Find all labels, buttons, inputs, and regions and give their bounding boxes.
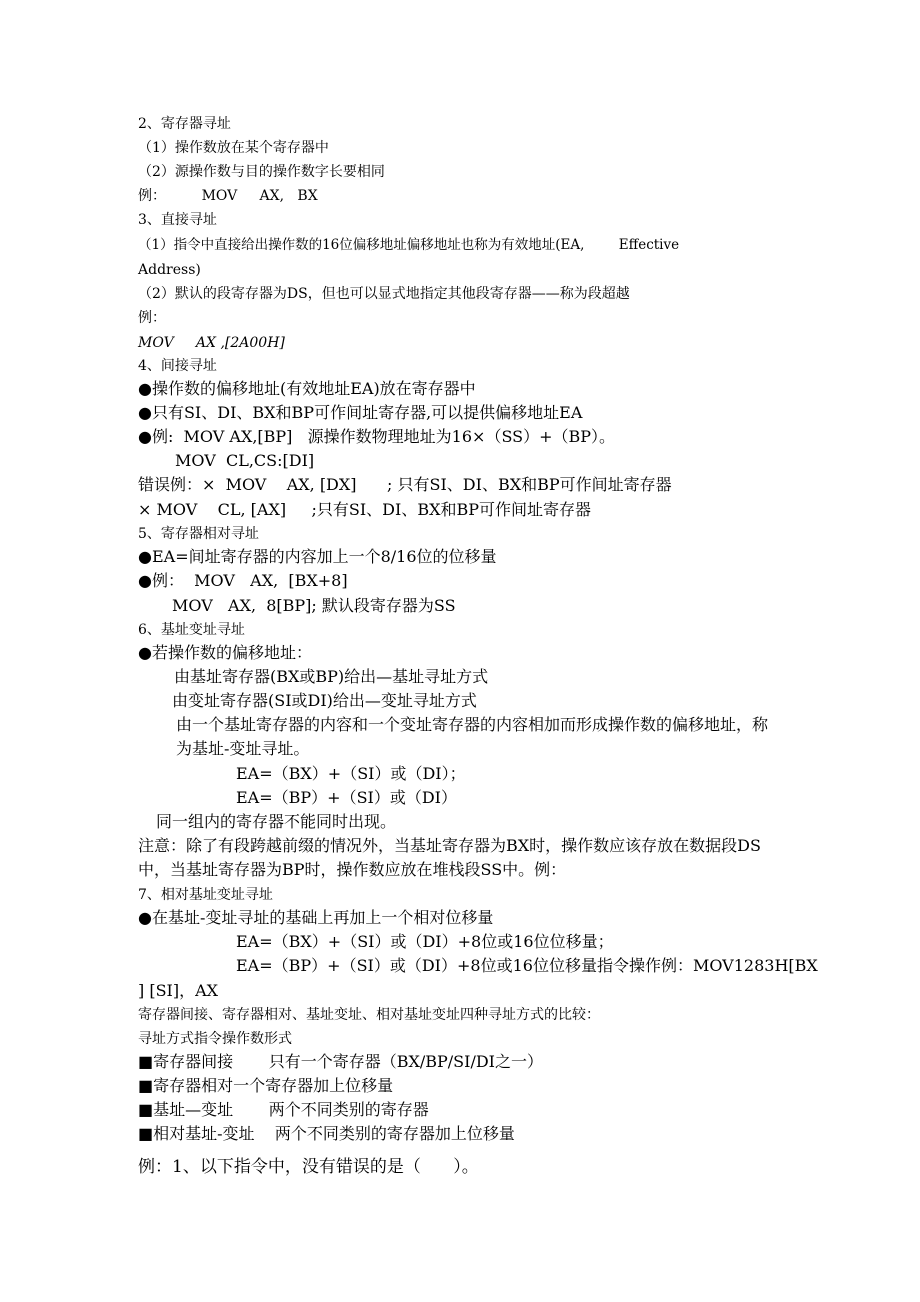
formula-line: EA=（BP）+（SI）或（DI）+8位或16位位移量指令操作例：MOV1283H[BX <box>236 956 818 975</box>
bullet-line: ●例: MOV AX,[BP] 源操作数物理地址为16×（SS）+（BP）。 <box>138 427 616 446</box>
note-line: 注意：除了有段跨越前缀的情况外，当基址寄存器为BX时，操作数应该存放在数据段DS <box>138 836 761 855</box>
bullet-line: ●EA=间址寄存器的内容加上一个8/16位的位移量 <box>138 547 497 566</box>
formula-line: EA=（BX）+（SI）或（DI）+8位或16位位移量； <box>236 932 614 951</box>
example-code: MOV CL,CS:[DI] <box>175 451 315 470</box>
exercise-question: 例：1、以下指令中，没有错误的是（ ）。 <box>138 1157 479 1177</box>
heading-base-index: 6、基址变址寻址 <box>138 622 245 638</box>
example-line: 例： MOV AX, BX <box>138 188 318 204</box>
comparison-row: ■寄存器相对一个寄存器加上位移量 <box>138 1076 394 1095</box>
heading-register-relative: 5、寄存器相对寻址 <box>138 526 259 542</box>
text-line: ] [SI]，AX <box>138 981 219 1000</box>
heading-indirect-addressing: 4、间接寻址 <box>138 358 217 374</box>
heading-direct-addressing: 3、直接寻址 <box>138 212 217 228</box>
bullet-line: ●例： MOV AX, [BX+8] <box>138 571 348 590</box>
formula-line: EA=（BX）+（SI）或（DI）； <box>236 764 466 783</box>
example-code: MOV AX ,[2A00H] <box>138 335 285 351</box>
note-line: 中，当基址寄存器为BP时，操作数应放在堆栈段SS中。例： <box>138 860 567 879</box>
comparison-row: ■基址—变址 两个不同类别的寄存器 <box>138 1100 429 1119</box>
text-line: 由基址寄存器(BX或BP)给出—基址寻址方式 <box>174 667 489 686</box>
text-line: 由变址寄存器(SI或DI)给出—变址寻址方式 <box>172 691 477 710</box>
text-line: （1）指令中直接给出操作数的16位偏移地址偏移地址也称为有效地址(EA, Effective <box>138 237 680 253</box>
comparison-row: ■寄存器间接 只有一个寄存器（BX/BP/SI/DI之一） <box>138 1052 543 1071</box>
bullet-line: ●操作数的偏移地址(有效地址EA)放在寄存器中 <box>138 379 476 398</box>
comparison-row: ■相对基址-变址 两个不同类别的寄存器加上位移量 <box>138 1124 515 1143</box>
comparison-subheading: 寻址方式指令操作数形式 <box>138 1031 292 1047</box>
example-code: MOV AX, 8[BP]; 默认段寄存器为SS <box>172 596 456 615</box>
formula-line: EA=（BP）+（SI）或（DI） <box>236 788 458 807</box>
bullet-line: ●在基址-变址寻址的基础上再加上一个相对位移量 <box>138 908 494 927</box>
heading-register-addressing: 2、寄存器寻址 <box>138 116 231 132</box>
error-example-line: 错误例：× MOV AX, [DX] ; 只有SI、DI、BX和BP可作间址寄存器 <box>138 475 672 494</box>
text-line: （1）操作数放在某个寄存器中 <box>138 140 329 156</box>
text-line: 由一个基址寄存器的内容和一个变址寄存器的内容相加而形成操作数的偏移地址，称 <box>176 715 769 734</box>
text-line: 为基址-变址寻址。 <box>176 739 310 758</box>
heading-relative-base-index: 7、相对基址变址寻址 <box>138 887 273 903</box>
error-example-line: × MOV CL, [AX] ;只有SI、DI、BX和BP可作间址寄存器 <box>138 500 592 519</box>
bullet-line: ●若操作数的偏移地址： <box>138 643 312 662</box>
text-line: Address) <box>138 262 201 278</box>
text-line: 同一组内的寄存器不能同时出现。 <box>156 812 397 831</box>
text-line: （2）源操作数与目的操作数字长要相同 <box>138 164 385 180</box>
comparison-heading: 寄存器间接、寄存器相对、基址变址、相对基址变址四种寻址方式的比较： <box>138 1007 600 1023</box>
example-label: 例： <box>138 310 166 326</box>
bullet-line: ●只有SI、DI、BX和BP可作间址寄存器,可以提供偏移地址EA <box>138 403 583 422</box>
text-line: （2）默认的段寄存器为DS，但也可以显式地指定其他段寄存器——称为段超越 <box>138 286 630 302</box>
